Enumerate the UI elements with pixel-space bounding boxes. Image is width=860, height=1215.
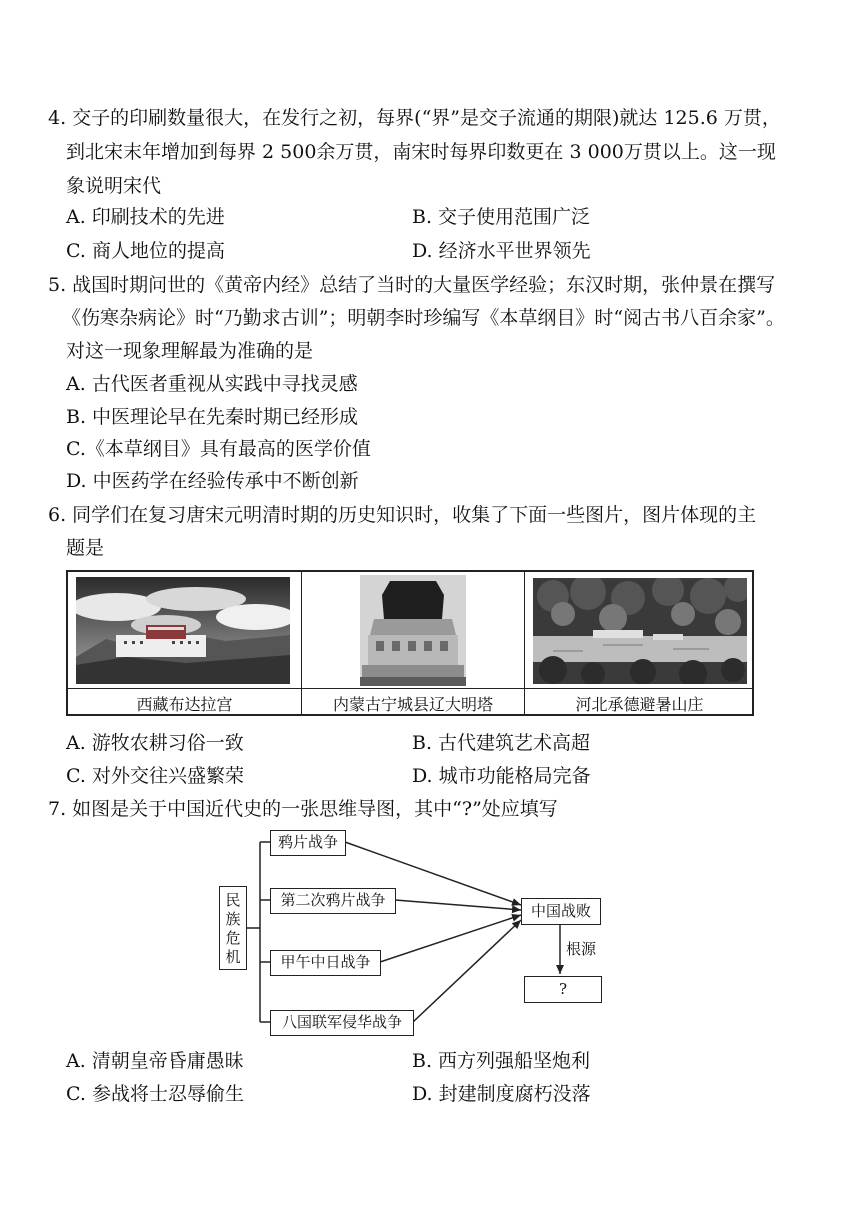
q6-option-d: D. 城市功能格局完备 — [412, 765, 591, 787]
mind-map-war-4: 八国联军侵华战争 — [270, 1010, 414, 1036]
q4-option-d: D. 经济水平世界领先 — [412, 240, 591, 262]
mind-map-arrow-label: 根源 — [566, 940, 597, 958]
mind-map-war-3: 甲午中日战争 — [270, 950, 381, 976]
q5-stem-line3: 对这一现象理解最为准确的是 — [66, 340, 314, 362]
q6-stem-line2: 题是 — [66, 537, 105, 559]
q4-stem-line3: 象说明宋代 — [66, 175, 162, 197]
caption-potala: 西藏布达拉宫 — [136, 695, 233, 714]
q4-option-b: B. 交子使用范围广泛 — [412, 206, 591, 228]
caption-pagoda: 内蒙古宁城县辽大明塔 — [332, 695, 493, 714]
q5-stem-line1: 5. 战国时期问世的《黄帝内经》总结了当时的大量医学经验；东汉时期，张仲景在撰写 — [48, 274, 776, 296]
q4-stem-line2: 到北宋末年增加到每界 2 500余万贯，南宋时每界印数更在 3 000万贯以上。这一现 — [66, 141, 776, 163]
q5-stem-line2: 《伤寒杂病论》时“乃勤求古训”；明朝李时珍编写《本草纲目》时“阅古书八百余家”。 — [62, 307, 785, 329]
mind-map-question-box: ? — [524, 976, 602, 1003]
caption-resort: 河北承德避暑山庄 — [575, 695, 704, 714]
q6-option-a: A. 游牧农耕习俗一致 — [66, 732, 244, 754]
mind-map-war-1: 鸦片战争 — [270, 830, 346, 856]
mind-map-war-2: 第二次鸦片战争 — [270, 888, 396, 914]
mind-map-root: 民族危机 — [219, 886, 247, 970]
q7-option-c: C. 参战将士忍辱偷生 — [66, 1083, 244, 1105]
q6-option-b: B. 古代建筑艺术高超 — [412, 732, 591, 754]
q4-option-c: C. 商人地位的提高 — [66, 240, 225, 262]
q4-stem-line1: 4. 交子的印刷数量很大，在发行之初，每界(“界”是交子流通的期限)就达 125.6 万贯， — [48, 107, 781, 129]
q5-option-c: C.《本草纲目》具有最高的医学价值 — [66, 438, 371, 460]
q5-option-a: A. 古代医者重视从实践中寻找灵感 — [66, 373, 358, 395]
q4-option-a: A. 印刷技术的先进 — [66, 206, 225, 228]
q7-option-b: B. 西方列强船坚炮利 — [412, 1050, 591, 1072]
q7-option-d: D. 封建制度腐朽没落 — [412, 1083, 591, 1105]
q5-option-b: B. 中医理论早在先秦时期已经形成 — [66, 406, 359, 428]
q7-option-a: A. 清朝皇帝昏庸愚昧 — [66, 1050, 244, 1072]
q6-stem-line1: 6. 同学们在复习唐宋元明清时期的历史知识时，收集了下面一些图片，图片体现的主 — [48, 504, 757, 526]
q5-option-d: D. 中医药学在经验传承中不断创新 — [66, 470, 359, 492]
mind-map-result: 中国战败 — [521, 898, 601, 925]
q6-option-c: C. 对外交往兴盛繁荣 — [66, 765, 244, 787]
q7-stem: 7. 如图是关于中国近代史的一张思维导图，其中“?”处应填写 — [48, 798, 558, 820]
